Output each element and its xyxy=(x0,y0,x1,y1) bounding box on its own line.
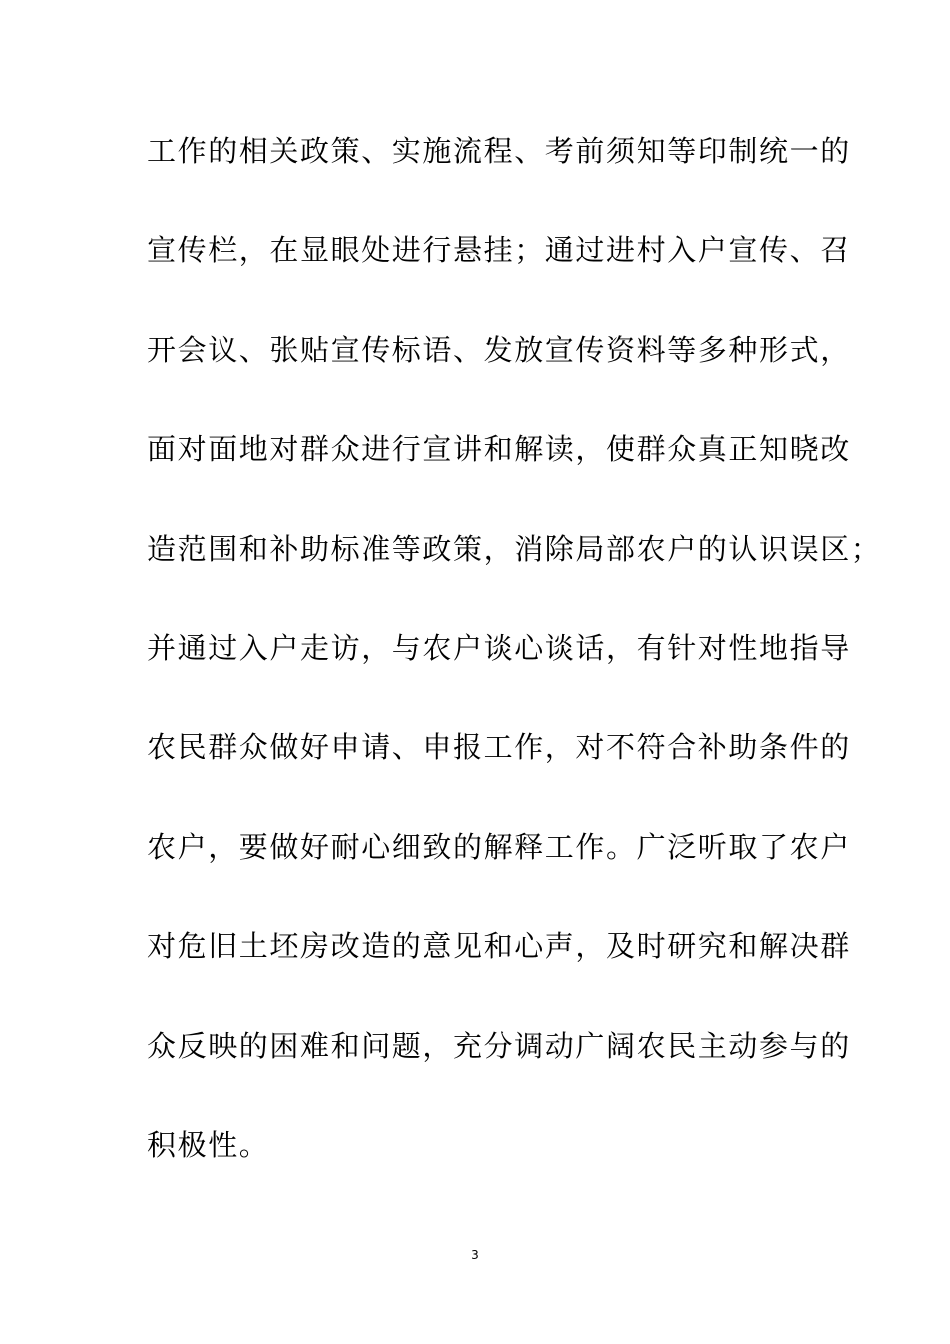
paragraph-line: 宣传栏，在显眼处进行悬挂；通过进村入户宣传、召 xyxy=(147,233,851,268)
paragraph-line: 积极性。 xyxy=(147,1127,270,1162)
paragraph-line: 开会议、张贴宣传标语、发放宣传资料等多种形式， xyxy=(147,332,851,367)
paragraph-line: 农户，要做好耐心细致的解释工作。广泛听取了农户 xyxy=(147,829,851,864)
body-paragraph xyxy=(147,126,882,1219)
paragraph-line: 农民群众做好申请、申报工作，对不符合补助条件的 xyxy=(147,730,851,765)
page-number: 3 xyxy=(471,1248,479,1262)
paragraph-line: 对危旧土坯房改造的意见和心声，及时研究和解决群 xyxy=(147,929,851,964)
paragraph-line: 并通过入户走访，与农户谈心谈话，有针对性地指导 xyxy=(147,630,851,665)
paragraph-line: 众反映的困难和问题，充分调动广阔农民主动参与的 xyxy=(147,1028,851,1063)
paragraph-line: 工作的相关政策、实施流程、考前须知等印制统一的 xyxy=(147,134,851,168)
paragraph-line: 造范围和补助标准等政策，消除局部农户的认识误区； xyxy=(147,531,882,566)
paragraph-line: 面对面地对群众进行宣讲和解读，使群众真正知晓改 xyxy=(147,432,851,467)
